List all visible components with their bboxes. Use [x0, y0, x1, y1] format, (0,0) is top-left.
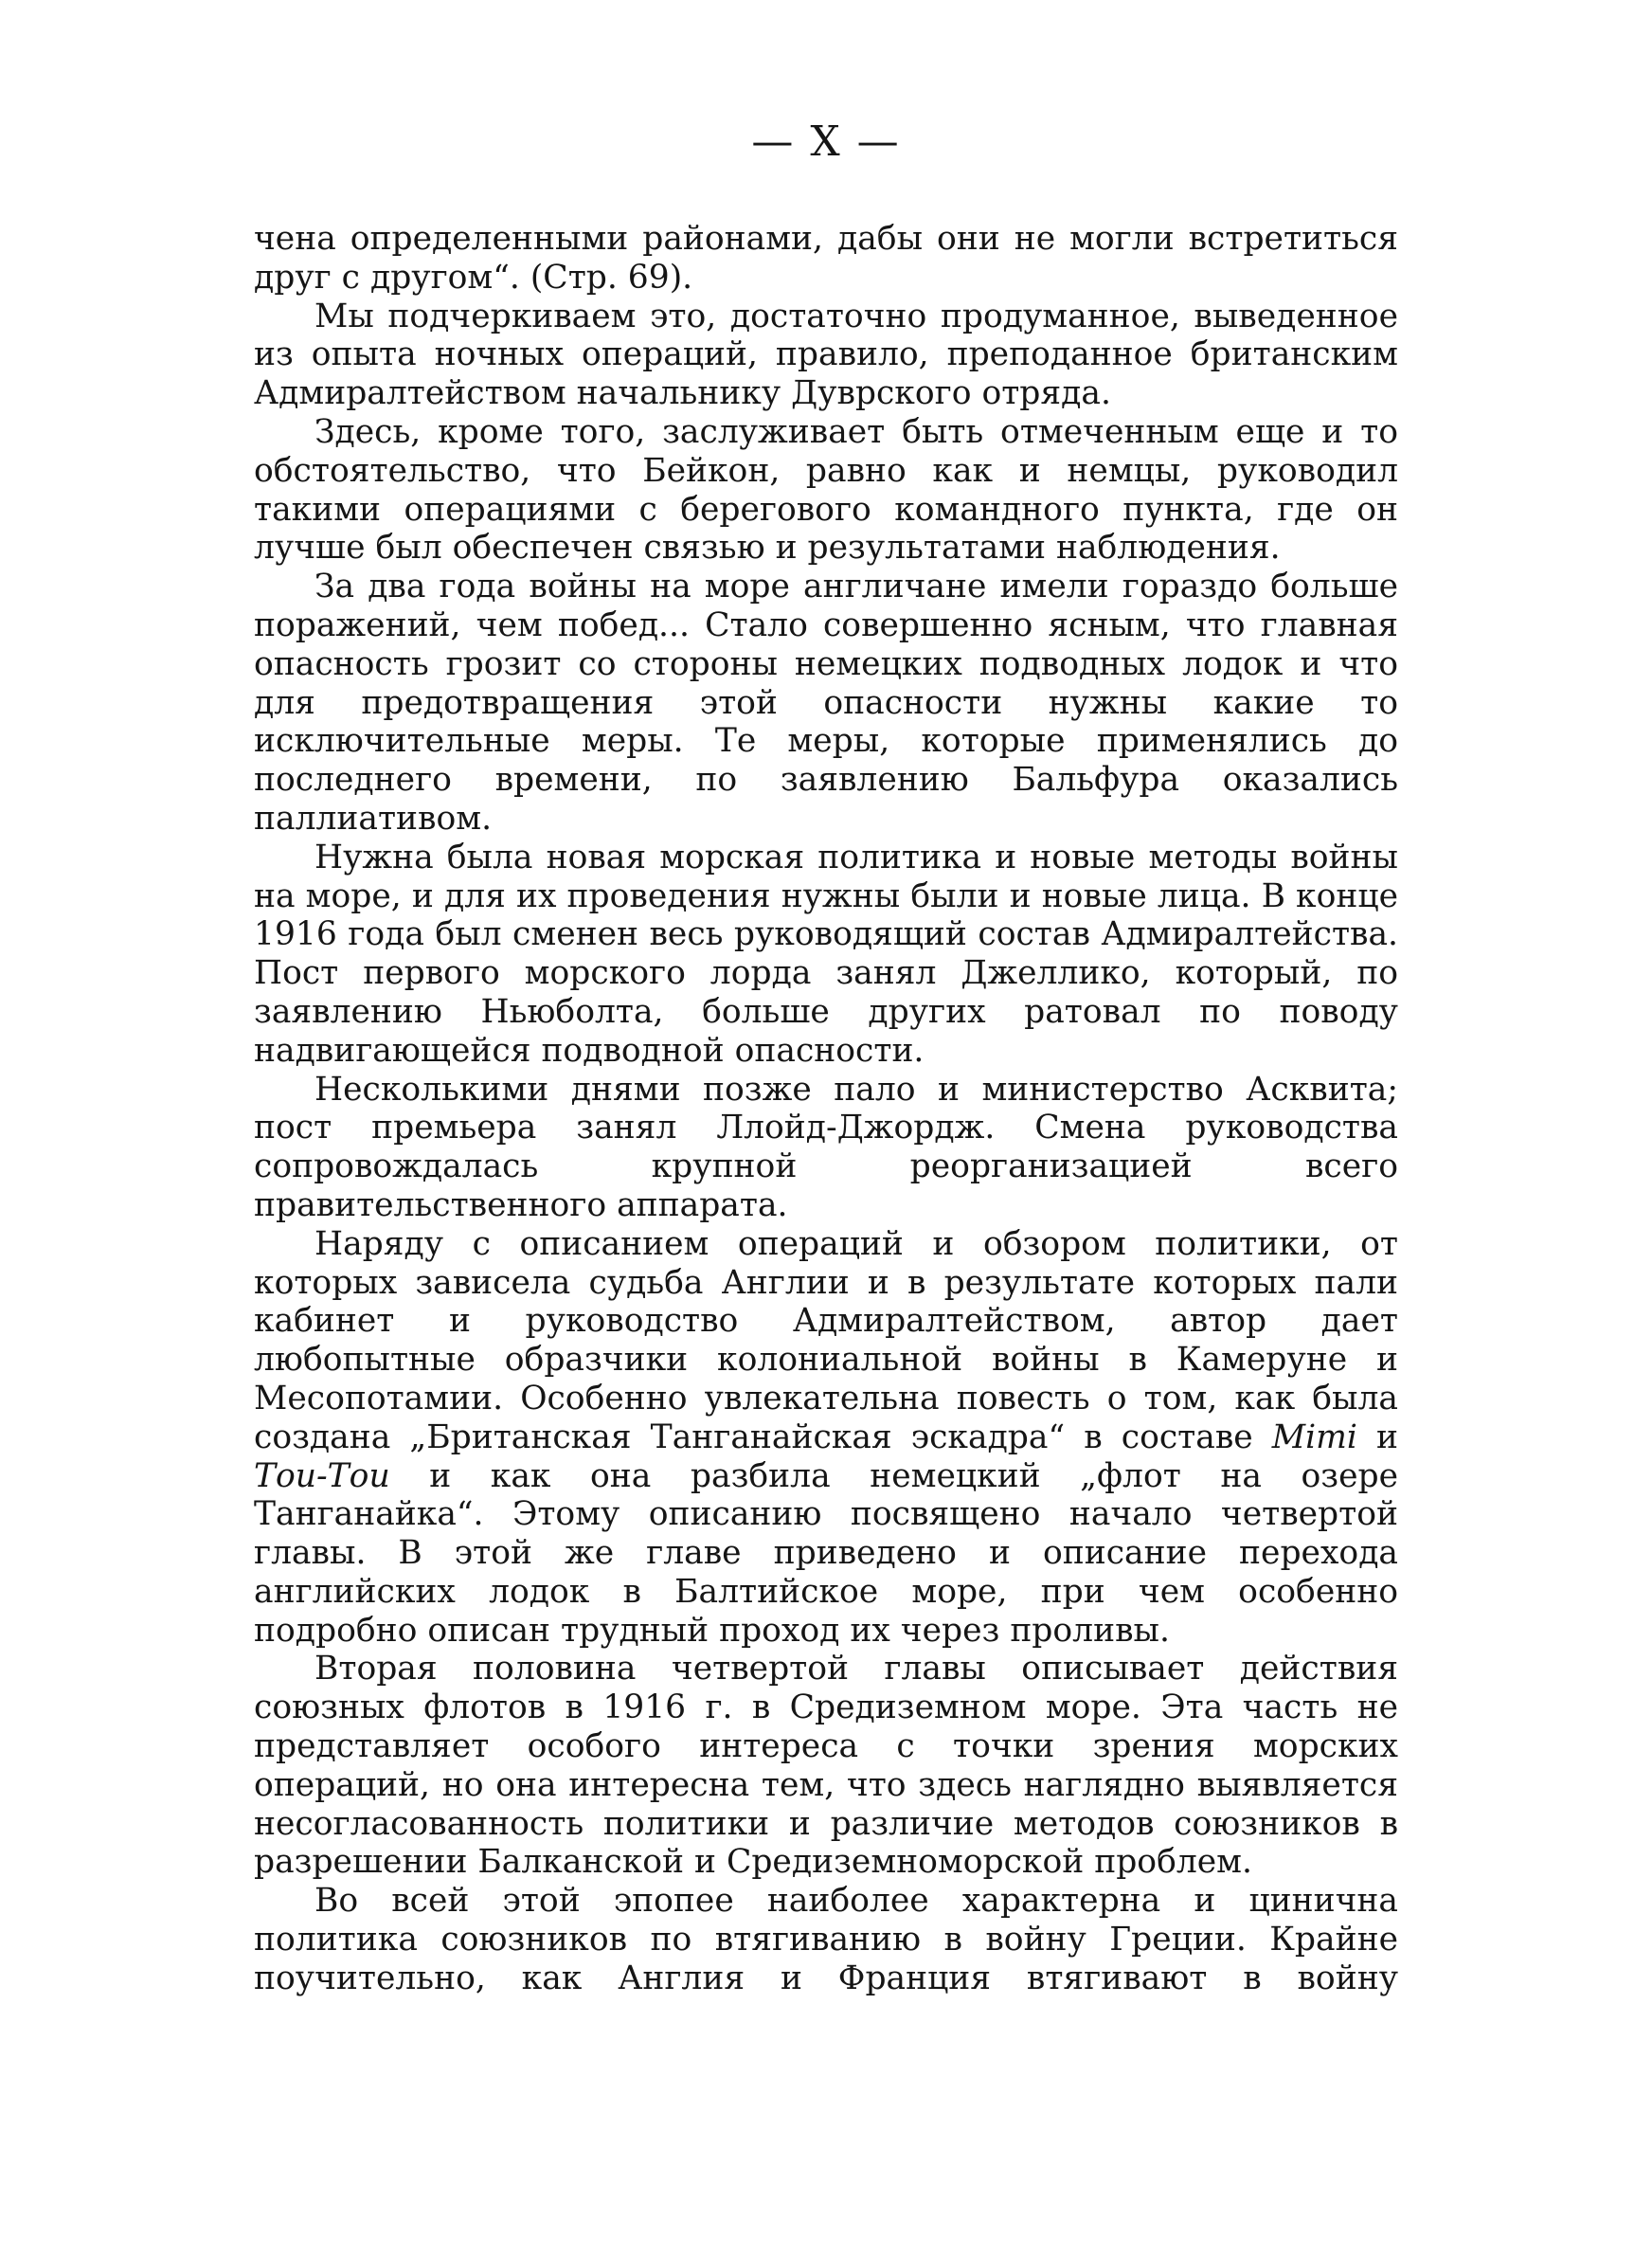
paragraph-3: Здесь, кроме того, заслуживает быть отмеченным еще и то обстоятельство, что Бейкон, равно как и немцы, руководил такими операциями с берегового командного пункта, где он лучше был обеспечен связью и результатами наблюдения. — [254, 412, 1398, 568]
paragraph-5: Нужна была новая морская политика и новые методы войны на море, и для их проведения нужны были и новые лица. В конце 1916 года был сменен весь руководящий состав Адмиралтейства. Пост первого морского лорда занял Джеллико, который, по заявлению Ньюболта, больше других ратовал по поводу надвигающейся подводной опасности. — [254, 838, 1398, 1070]
paragraph-9: Во всей этой эпопее наиболее характерна и цинична политика союзников по втягиванию в войну Греции. Крайне поучительно, как Англия и Франция втягивают в войну — [254, 1882, 1398, 1997]
paragraph-6: Несколькими днями позже пало и министерство Асквита; пост премьера занял Ллойд-Джордж. Смена руководства сопровождалась крупной реорганизацией всего правительственного аппарата. — [254, 1070, 1398, 1224]
paragraph-7-start: Наряду с описанием операций и обзором политики, от которых зависела судьба Англии и в результате которых пали кабинет и руководство Адмиралтейством, автор дает любопытные образчики колониальной войны в Камеруне и Месопотамии. Особенно увлекательна повесть о том, как была создана „Британская Танганайская эскадра“ в составе — [254, 1224, 1398, 1456]
paragraph-2: Мы подчеркиваем это, достаточно продуманное, выведенное из опыта ночных операций, правило, преподанное британским Адмиралтейством начальнику Дуврского отряда. — [254, 297, 1398, 413]
body-text — [254, 220, 1398, 1998]
paragraph-7-end: и как она разбила немецкий „флот на озере Танганайка“. Этому описанию посвящено начало четвертой главы. В этой же главе приведено и описание перехода английских лодок в Балтийское море, при чем особенно подробно описан трудный проход их через проливы. — [254, 1456, 1398, 1650]
paragraph-7 — [254, 1225, 1398, 1651]
page-number: — X — — [751, 117, 901, 166]
paragraph-1: чена определенными районами, дабы они не могли встретиться друг с другом“. (Стр. 69). — [254, 220, 1398, 297]
paragraph-8: Вторая половина четвертой главы описывает действия союзных флотов в 1916 г. в Средиземном море. Эта часть не представляет особого интереса с точки зрения морских операций, но она интересна тем, что здесь наглядно выявляется несогласованность политики и различие методов союзников в разрешении Балканской и Средиземноморской проблем. — [254, 1650, 1398, 1882]
paragraph-4: За два года войны на море англичане имели гораздо больше поражений, чем побед... Стало совершенно ясным, что главная опасность грозит со стороны немецких подводных лодок и что для предотвращения этой опасности нужны какие то исключительные меры. Те меры, которые применялись до последнего времени, по заявлению Бальфура оказались паллиативом. — [254, 568, 1398, 838]
ship-name-mimi: Mimi — [1271, 1417, 1357, 1456]
paragraph-7-middle: и — [1356, 1417, 1398, 1456]
ship-name-tou-tou: Тоu-Тоu — [254, 1456, 390, 1495]
